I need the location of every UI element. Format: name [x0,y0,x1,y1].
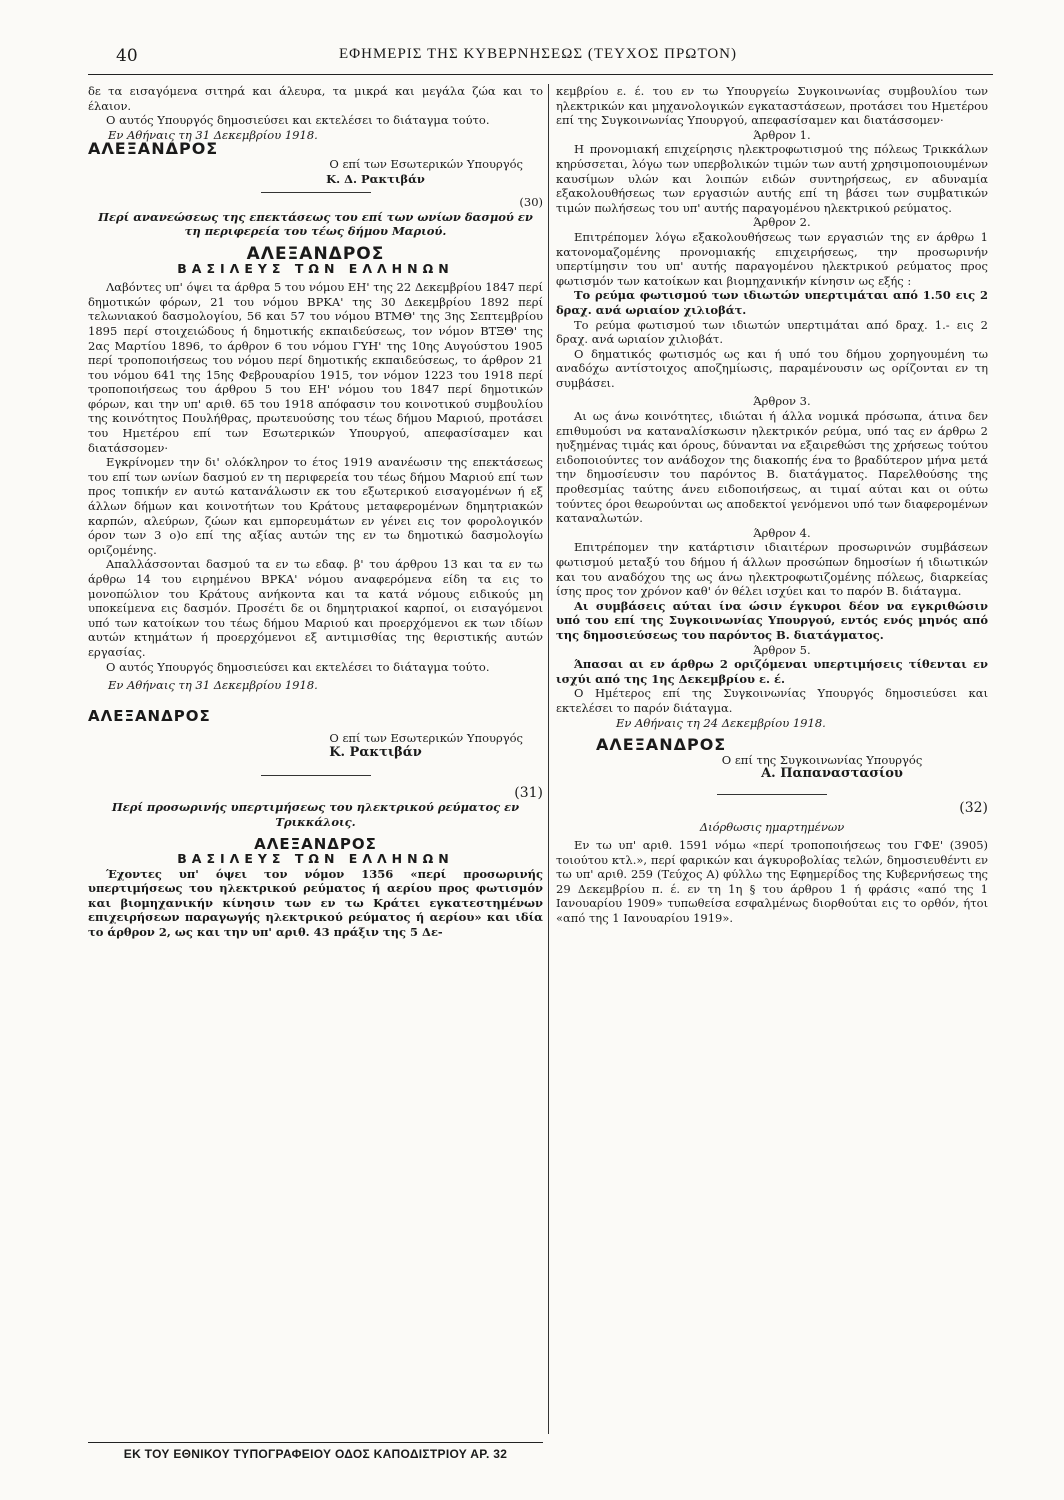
article-heading: Άρθρον 1. [753,127,811,142]
paragraph: Ο Ημέτερος επί της Συγκοινωνίας Υπουργός δημοσιεύσει και εκτελέσει το παρόν διάταγμα. [556,686,988,715]
footer-rule [88,1442,543,1443]
paragraph: Επιτρέπομεν την κατάρτισιν ιδιαιτέρων προσωρινών συμβάσεων φωτισμού μεταξύ του δήμου ή άλλων προσώπων δημοσίων ή ιδιωτικών και του αναδόχου της ως άνω ηλεκτροφωτιζομένης πόλεως, διαρκείας ίσης προς τον χρόνον καθ' όν θέλει ισχύει και το παρόν Β. διάταγμα. [556,540,988,599]
paragraph: Ο αυτός Υπουργός δημοσιεύσει και εκτελέσει το διάταγμα τούτο. [106,113,490,128]
section-rule [717,794,827,795]
minister-title: Ο επί των Εσωτερικών Υπουργός [329,156,523,171]
right-column [556,84,988,926]
decree-number: (32) [959,799,988,816]
signature-king: ΑΛΕΞΑΝΔΡΟΣ [88,139,219,159]
left-column [88,84,543,939]
article-heading: Άρθρον 2. [753,215,811,230]
section-rule [261,192,371,193]
page-number: 40 [116,46,138,66]
paragraph: Λαβόντες υπ' όψει τα άρθρα 5 του νόμου ΕΗ' της 22 Δεκεμβρίου 1847 περί δημοτικών φόρων, 21 του νόμου ΒΡΚΑ' της 30 Δεκεμβρίου 1892 περί τελωνιακού δασμολογίου, 56 και 57 του νόμου ΒΤΜΘ' της 3ης Σεπτεμβρίου 1895 περί στοιχειώδους ή δημοτικής εκπαιδεύσεως, τον νόμον ΒΤΞΘ' της 2ας Μαρτίου 1896, το άρθρον 6 του νόμου ΓΥΗ' της 10ης Αυγούστου 1905 περί τροποποιήσεως του νόμου περί δημοτικής εκπαιδεύσεως, το άρθρον 21 του νόμου 641 της 15ης Φεβρουαρίου 1915, τον νόμον 1223 του 1918 περί τροποποιήσεως του άρθρου 5 του ΕΗ' νόμου του 1847 περί δημοτικών φόρων, και την υπ' αριθ. 65 του 1918 απόφασιν του κοινοτικού συμβουλίου της κοινότητος Πουλήθρας, πρωτευούσης του τέως δήμου Μαριού, προτάσει του Ημετέρου επί των Εσωτερικών Υπουργού, απεφασίσαμεν και διατάσσομεν· [88,280,543,455]
paragraph: Αι συμβάσεις αύται ίνα ώσιν έγκυροι δέον να εγκριθώσιν υπό του επί της Συγκοινωνίας Υπουργού, εντός ενός μηνός από της δημοσιεύσεως του παρόντος Β. διατάγματος. [556,598,988,642]
minister-name: Κ. Δ. Ρακτιβάν [326,171,425,186]
king-heading: ΑΛΕΞΑΝΔΡΟΣ [254,835,377,854]
article-heading: Άρθρον 3. [753,394,811,409]
paragraph: κεμβρίου ε. έ. του εν τω Υπουργείω Συγκοινωνίας συμβουλίου των ηλεκτρικών και μηχανολογικών εγκαταστάσεων, προτάσει του Ημετέρου επί της Συγκοινωνίας Υπουργού, απεφασίσαμεν και διατάσσομεν· [556,84,988,128]
decree-title: Περί ανανεώσεως της επεκτάσεως του επί των ωνίων δασμού εν τη περιφερεία του τέως δήμου Μαριού. [98,209,533,239]
article-heading: Άρθρον 5. [753,642,811,657]
paragraph: Το ρεύμα φωτισμού των ιδιωτών υπερτιμάται από 1.50 εις 2 δραχ. ανά ωριαίον χιλιοβάτ. [556,288,988,317]
signature-king: ΑΛΕΞΑΝΔΡΟΣ [88,706,211,725]
paragraph: Αι ως άνω κοινότητες, ιδιώται ή άλλα νομικά πρόσωπα, άτινα δεν επιθυμούσι να καταναλίσκωσιν ηλεκτρικόν ρεύμα, υπό τας εν άρθρω 2 ηυξημένας τιμάς και όρους, δύνανται να εξαιρεθώσι της χρήσεως τούτου ειδοποιούντες τον ανάδοχον της διακοπής ένα το βραδύτερον μήνα μετά την δημοσίευσιν του παρόντος Β. διατάγματος. Παρελθούσης της προθεσμίας ταύτης άνευ ειδοποιήσεως, αι τιμαί αύται και οι ούτω τούντες όροι θεωρούνται ως αποδεκτοί γενόμενοι υπό των διαφερομένων καταναλωτών. [556,409,988,526]
page-header [88,44,988,74]
minister-title: Ο επί των Εσωτερικών Υπουργός [329,731,523,746]
paragraph: Ο αυτός Υπουργός δημοσιεύσει και εκτελέσει το διάταγμα τούτο. [106,659,490,674]
section-rule [261,775,371,776]
signature-king: ΑΛΕΞΑΝΔΡΟΣ [596,735,727,755]
decree-date: Εν Αθήναις τη 24 Δεκεμβρίου 1918. [616,715,826,730]
header-rule [88,74,993,75]
printer-imprint: ΕΚ ΤΟΥ ΕΘΝΙΚΟΥ ΤΥΠΟΓΡΑΦΕΙΟΥ ΟΔΟΣ ΚΑΠΟΔΙΣΤΡΙΟΥ ΑΡ. 32 [123,1447,508,1461]
decree-date: Εν Αθήναις τη 31 Δεκεμβρίου 1918. [108,127,318,142]
column-divider [548,84,549,1434]
decree-number: (31) [514,784,543,801]
paragraph: Ο δηματικός φωτισμός ως και ή υπό του δήμου χορηγουμένη τω αναδόχω αντίστοιχος αποζημίωσις, παραμένουσιν ως ορίζονται εν τη συμβάσει. [556,346,988,390]
paragraph: δε τα εισαγόμενα σιτηρά και άλευρα, τα μικρά και μεγάλα ζώα και το έλαιον. [88,84,543,113]
paragraph: Εν τω υπ' αριθ. 1591 νόμω «περί τροποποιήσεως του ΓΦΕ' (3905) τοιούτου κτλ.», περί φαρικών και άγκυροβολίας τελών, δημοσιευθέντι εν τω υπ' αριθ. 259 (Τεύχος Α) φύλλω της Εφημερίδος της Κυβερνήσεως της 29 Δεκεμβρίου π. έ. εν τη 1η § του άρθρου 1 ή φράσις «από της 1 Ιανουαρίου 1909» τυπωθείσα εσφαλμένως διορθούται εις το ορθόν, ήτοι «από της 1 Ιανουαρίου 1919». [556,838,988,926]
paragraph: Εγκρίνομεν την δι' ολόκληρον το έτος 1919 ανανέωσιν της επεκτάσεως του επί των ωνίων δασμού εν τη περιφερεία του τέως δήμου Μαριού επί των προς τοπικήν εν αυτώ κατανάλωσιν εκ του εξωτερικού εισαγομένων ή εξ άλλων δήμων και κοινοτήτων του Κράτους μεταφερομένων δημητριακών καρπών, αλεύρων, ζώων και εμπορευμάτων εν γένει εις τον φορολογικόν όρον των 3 ο)ο επί της αξίας αυτών της εν τω δημοτικώ δασμολογίω οριζομένης. [88,455,543,557]
printer-footer [88,1442,543,1461]
paragraph: Επιτρέπομεν λόγω εξακολουθήσεως των εργασιών της εν άρθρω 1 κατονομαζομένης προνομιακής επιχειρήσεως, την προσωρινήν υπερτίμησιν του υπ' αυτής παραγομένου ηλεκτρικού ρεύματος προς φωτισμόν των κατοίκων και βιομηχανικήν κίνησιν ως εξής : [556,229,988,288]
paragraph: Η προνομιακή επιχείρησις ηλεκτροφωτισμού της πόλεως Τρικκάλων κηρύσσεται, λόγω των υπερβολικών τιμών των αυτή χρησιμοποιουμένων καυσίμων υλών και λοιπών ειδών συντηρήσεως, εν αδυναμία εξακολουθήσεως των εργασιών αυτής επί τη βάσει των συμβατικών τιμών πωλήσεως του υπ' αυτής παραγομένου ηλεκτρικού ρεύματος. [556,142,988,215]
minister-title: Ο επί της Συγκοινωνίας Υπουργός [721,752,923,767]
minister-name: Α. Παπαναστασίου [761,766,903,782]
gazette-title: ΕΦΗΜΕΡΙΣ ΤΗΣ ΚΥΒΕΡΝΗΣΕΩΣ (ΤΕΥΧΟΣ ΠΡΩΤΟΝ) [338,46,737,62]
king-subheading: ΒΑΣΙΛΕΥΣ ΤΩΝ ΕΛΛΗΝΩΝ [177,850,454,866]
king-subheading: ΒΑΣΙΛΕΥΣ ΤΩΝ ΕΛΛΗΝΩΝ [177,260,454,276]
article-heading: Άρθρον 4. [753,525,811,540]
paragraph: Απαλλάσσονται δασμού τα εν τω εδαφ. β' του άρθρου 13 και τα εν τω άρθρω 14 του ειρημένου ΒΡΚΑ' νόμου αναφερόμενα είδη τα εις το μονοπώλιον του Κράτους ανήκοντα και τα κατά νόμους ειδικούς μη υποκείμενα εις δασμόν. Προσέτι δε οι δημητριακοί καρποί, οι εισαγόμενοι υπό των κατοίκων του τέως δήμου Μαριού και προερχόμενοι εκ των ιδίων αυτών κτημάτων ή προερχόμενοι εξ αντιμισθίας της θεριστικής αυτών εργασίας. [88,557,543,659]
king-heading: ΑΛΕΞΑΝΔΡΟΣ [246,243,385,264]
decree-date: Εν Αθήναις τη 31 Δεκεμβρίου 1918. [108,678,318,693]
paragraph: Άπασαι αι εν άρθρω 2 οριζόμεναι υπερτιμήσεις τίθενται εν ισχύι από της 1ης Δεκεμβρίου ε. έ. [556,657,988,686]
decree-title: Περί προσωρινής υπερτιμήσεως του ηλεκτρικού ρεύματος εν Τρικκάλοις. [111,800,520,829]
minister-name: Κ. Ρακτιβάν [329,744,422,760]
paragraph: Το ρεύμα φωτισμού των ιδιωτών υπερτιμάται από δραχ. 1.- εις 2 δραχ. ανά ωριαίον χιλιοβάτ. [556,317,988,347]
decree-number: (30) [519,195,543,210]
paragraph: Έχοντες υπ' όψει τον νόμον 1356 «περί προσωρινής υπερτιμήσεως του ηλεκτρικού ρεύματος ή αερίου προς φωτισμόν και βιομηχανικήν κίνησιν των εν τω Κράτει εγκατεστημένων επιχειρήσεων παραγωγής ηλεκτρικού ρεύματος ή αερίου» και ιδία το άρθρον 2, ως και την υπ' αριθ. 43 πράξιν της 5 Δε- [88,866,543,939]
correction-title: Διόρθωσις ημαρτημένων [699,819,845,834]
